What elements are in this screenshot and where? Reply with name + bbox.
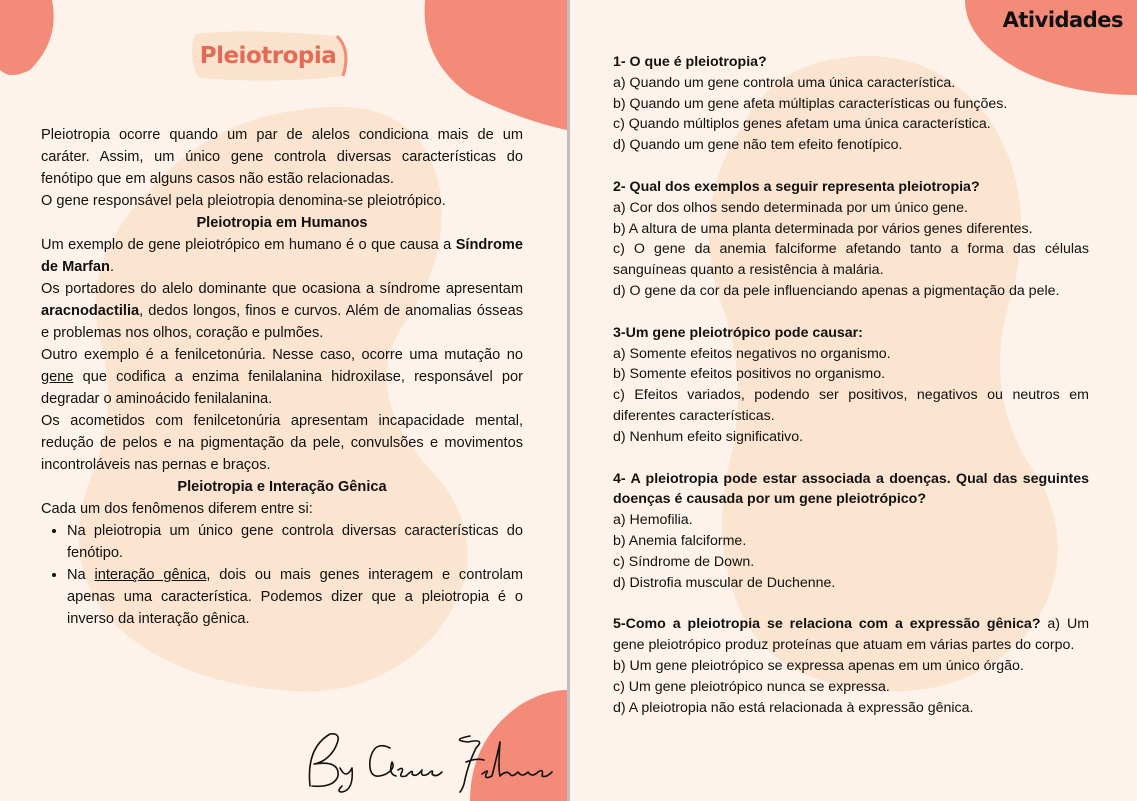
- marfan-period: .: [109, 259, 114, 275]
- q1-option-c: c) Quando múltiplos genes afetam uma única característica.: [613, 116, 991, 133]
- question-5-text: 5-Como a pleiotropia se relaciona com a expressão gênica?: [613, 616, 1041, 633]
- q4-option-c: c) Síndrome de Down.: [613, 553, 755, 570]
- gene-link[interactable]: gene: [41, 369, 74, 385]
- q4-option-a: a) Hemofilia.: [613, 512, 693, 529]
- genic-interaction-link[interactable]: interação gênica: [94, 567, 207, 583]
- q4-option-d: d) Distrofia muscular de Duchenne.: [613, 574, 836, 591]
- marfan-text: Um exemplo de gene pleiotrópico em humano é o que causa a: [41, 237, 456, 253]
- page-title: Pleiotropia: [199, 43, 337, 69]
- question-4: 4- A pleiotropia pode estar associada a doenças. Qual das seguintes doenças é causada por um gene pleiotrópico?: [613, 470, 1089, 508]
- q2-option-b: b) A altura de uma planta determinada por vários genes diferentes.: [613, 220, 1033, 237]
- left-article: [41, 124, 523, 630]
- pku-text-end: que codifica a enzima fenilalanina hidroxilase, responsável por degradar o aminoácido fenilalanina.: [41, 369, 523, 407]
- question-5: [613, 614, 1089, 656]
- q3-option-b: b) Somente efeitos positivos no organismo.: [613, 366, 886, 383]
- bullet2-text: Na: [67, 567, 95, 583]
- right-page: [570, 0, 1137, 801]
- pku-text: Outro exemplo é a fenilcetonúria. Nesse caso, ocorre uma mutação no: [41, 347, 523, 363]
- left-page: [0, 0, 567, 801]
- q3-option-c: c) Efeitos variados, podendo ser positivos, negativos ou neutros em diferentes características.: [613, 387, 1089, 424]
- aracnodactilia-term: aracnodactilia: [41, 303, 140, 319]
- list-item: [67, 564, 523, 630]
- signature: [300, 728, 560, 794]
- bullet2-text-end: , dois ou mais genes interagem e controlam apenas uma característica. Podemos dizer que a pleiotropia é o inverso da interação gênica.: [67, 567, 523, 627]
- activities-list: [613, 52, 1089, 718]
- q2-option-a: a) Cor dos olhos sendo determinada por um único gene.: [613, 199, 968, 216]
- question-2: 2- Qual dos exemplos a seguir representa pleiotropia?: [613, 178, 980, 195]
- pku-paragraph: [41, 344, 523, 410]
- q1-option-b: b) Quando um gene afeta múltiplas características ou funções.: [613, 95, 1008, 112]
- section-heading-interaction: Pleiotropia e Interação Gênica: [177, 479, 387, 495]
- marfan-paragraph: [41, 234, 523, 278]
- q5-option-d: d) A pleiotropia não está relacionada à expressão gênica.: [613, 699, 974, 716]
- q5-option-b: b) Um gene pleiotrópico se expressa apenas em um único órgão.: [613, 657, 1024, 674]
- carriers-paragraph: [41, 278, 523, 344]
- intro-paragraph-2: O gene responsável pela pleiotropia denomina-se pleiotrópico.: [41, 193, 446, 209]
- carriers-text: Os portadores do alelo dominante que ocasiona a síndrome apresentam: [41, 281, 523, 297]
- question-1: 1- O que é pleiotropia?: [613, 54, 767, 70]
- q1-option-d: d) Quando um gene não tem efeito fenotípico.: [613, 137, 903, 154]
- q3-option-d: d) Nenhum efeito significativo.: [613, 428, 804, 445]
- pku-symptoms-paragraph: Os acometidos com fenilcetonúria apresentam incapacidade mental, redução de pelos e na pigmentação da pele, convulsões e movimentos incontroláveis nas pernas e braços.: [41, 413, 523, 473]
- activities-title: Atividades: [1002, 8, 1123, 32]
- q5-option-a: a) Um gene pleiotrópico produz proteínas que atuam em várias partes do corpo.: [613, 616, 1090, 654]
- intro-paragraph-1: Pleiotropia ocorre quando um par de alelos condiciona mais de um caráter. Assim, um único gene controla diversas características do fenótipo que em alguns casos não estão relacionadas.: [41, 127, 523, 187]
- q3-option-a: a) Somente efeitos negativos no organismo.: [613, 345, 891, 362]
- q2-option-c: c) O gene da anemia falciforme afetando tanto a forma das células sanguíneas quanto a resistência à malária.: [613, 241, 1089, 279]
- section-heading-humans: Pleiotropia em Humanos: [196, 215, 368, 231]
- differences-intro: Cada um dos fenômenos diferem entre si:: [41, 501, 313, 517]
- differences-list: [41, 520, 523, 630]
- q4-option-b: b) Anemia falciforme.: [613, 532, 747, 549]
- marfan-term: Síndrome de Marfan: [41, 237, 523, 275]
- q1-option-a: a) Quando um gene controla uma única característica.: [613, 74, 956, 91]
- title-badge: [187, 28, 349, 84]
- question-3: 3-Um gene pleiotrópico pode causar:: [613, 324, 863, 341]
- list-item: • Na pleiotropia um único gene controla diversas características do fenótipo.: [67, 520, 523, 564]
- q2-option-d: d) O gene da cor da pele influenciando apenas a pigmentação da pele.: [613, 282, 1060, 299]
- q5-option-c: c) Um gene pleiotrópico nunca se expressa.: [613, 678, 890, 695]
- carriers-text-end: , dedos longos, finos e curvos. Além de anomalias ósseas e problemas nos olhos, coração e pulmões.: [41, 303, 523, 341]
